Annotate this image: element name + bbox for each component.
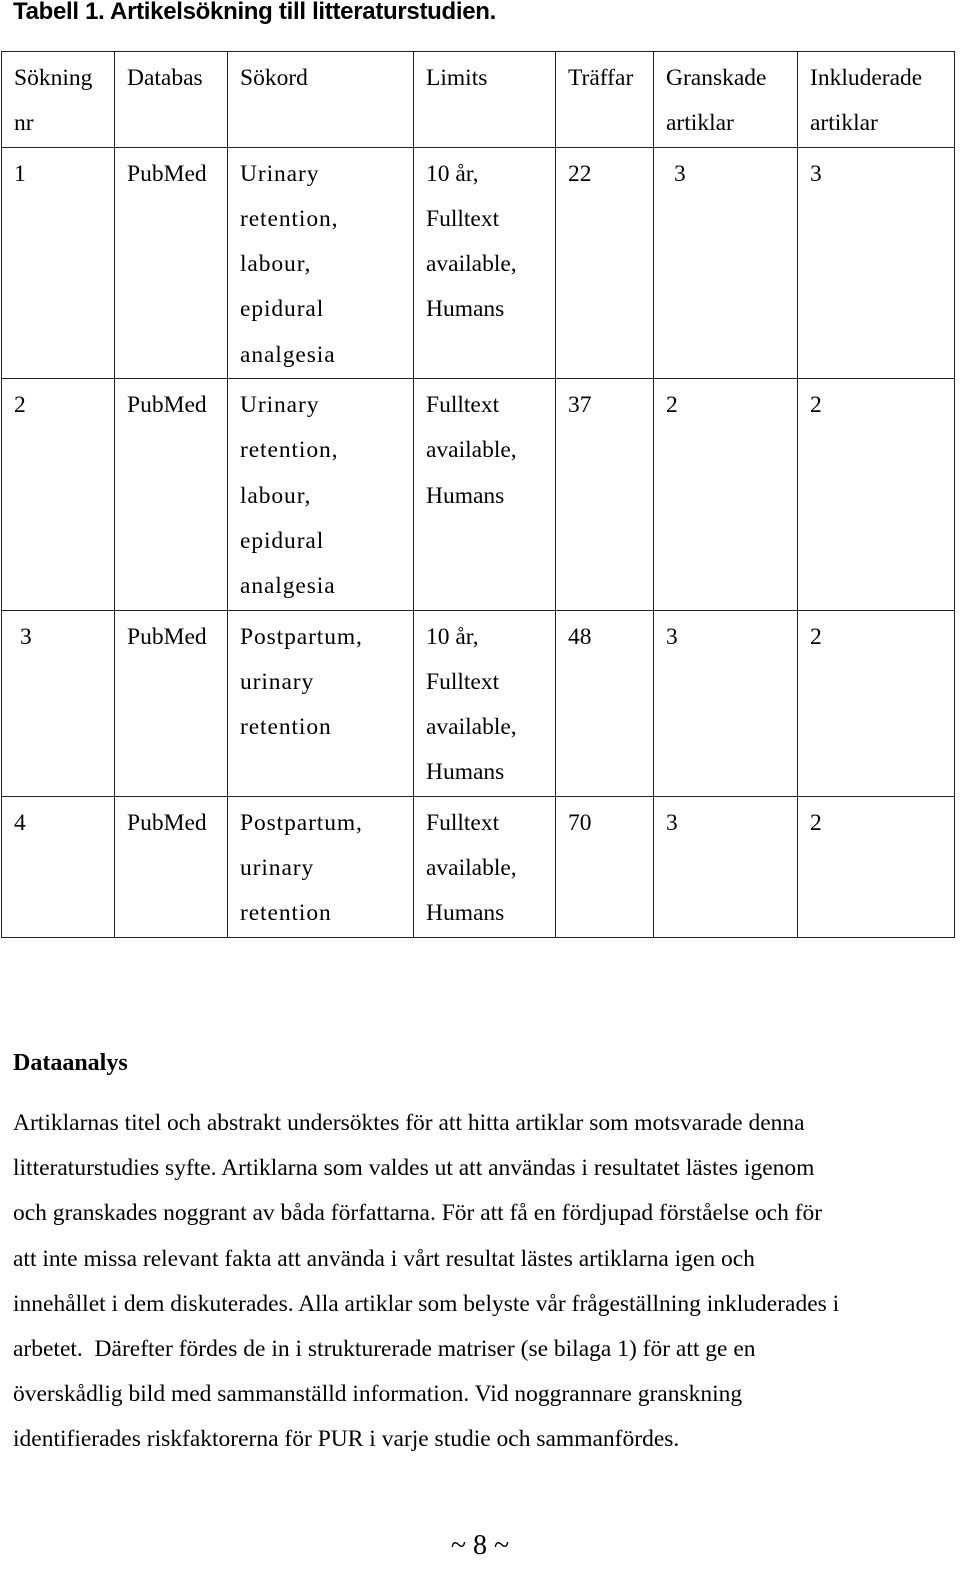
cell-inkluderade: 2 bbox=[798, 610, 955, 796]
cell-sokord: Urinary retention, labour, epidural analgesia bbox=[228, 379, 414, 610]
paragraph-line: och granskades noggrant av båda författarna. För att få en fördjupad förståelse och för bbox=[13, 1200, 823, 1227]
paragraph-line: identifierades riskfaktorerna för PUR i varje studie och sammanfördes. bbox=[13, 1426, 680, 1453]
table-header-row bbox=[2, 52, 955, 148]
paragraph-line: överskådlig bild med sammanställd information. Vid noggrannare granskning bbox=[13, 1381, 743, 1408]
cell-limits: Fulltext available, Humans bbox=[414, 379, 556, 610]
paragraph-line: arbetet. Därefter fördes de in i strukturerade matriser (se bilaga 1) för att ge en bbox=[13, 1336, 756, 1363]
cell-sokord: Postpartum, urinary retention bbox=[228, 796, 414, 937]
table-row bbox=[2, 796, 955, 937]
header-cell: Limits bbox=[414, 52, 556, 148]
cell-inkluderade: 2 bbox=[798, 379, 955, 610]
cell-granskade: 3 bbox=[654, 610, 798, 796]
page-number: ~ 8 ~ bbox=[450, 1530, 510, 1561]
cell-nr: 2 bbox=[2, 379, 115, 610]
header-cell: Granskade artiklar bbox=[654, 52, 798, 148]
table-row bbox=[2, 610, 955, 796]
cell-limits: 10 år, Fulltext available, Humans bbox=[414, 147, 556, 378]
header-cell: Sökning nr bbox=[2, 52, 115, 148]
cell-sokord: Urinary retention, labour, epidural analgesia bbox=[228, 147, 414, 378]
section-heading: Dataanalys bbox=[13, 1050, 128, 1076]
cell-limits: Fulltext available, Humans bbox=[414, 796, 556, 937]
header-cell: Träffar bbox=[556, 52, 654, 148]
header-cell: Sökord bbox=[228, 52, 414, 148]
cell-inkluderade: 2 bbox=[798, 796, 955, 937]
cell-databas: PubMed bbox=[115, 147, 228, 378]
cell-nr: 1 bbox=[2, 147, 115, 378]
cell-databas: PubMed bbox=[115, 796, 228, 937]
cell-granskade: 3 bbox=[654, 796, 798, 937]
cell-sokord: Postpartum, urinary retention bbox=[228, 610, 414, 796]
cell-traffar: 48 bbox=[556, 610, 654, 796]
cell-traffar: 22 bbox=[556, 147, 654, 378]
cell-databas: PubMed bbox=[115, 379, 228, 610]
header-cell: Inkluderade artiklar bbox=[798, 52, 955, 148]
cell-granskade: 3 bbox=[654, 147, 798, 378]
cell-databas: PubMed bbox=[115, 610, 228, 796]
search-table bbox=[1, 51, 955, 938]
table-caption: Tabell 1. Artikelsökning till litteraturstudien. bbox=[13, 0, 497, 25]
table-row bbox=[2, 147, 955, 378]
cell-traffar: 37 bbox=[556, 379, 654, 610]
cell-inkluderade: 3 bbox=[798, 147, 955, 378]
cell-nr: 4 bbox=[2, 796, 115, 937]
paragraph-line: innehållet i dem diskuterades. Alla artiklar som belyste vår frågeställning inkluderades i bbox=[13, 1290, 840, 1317]
table-row bbox=[2, 379, 955, 610]
cell-nr: 3 bbox=[2, 610, 115, 796]
body-paragraph bbox=[13, 1101, 948, 1463]
paragraph-line: att inte missa relevant fakta att använda i vårt resultat lästes artiklarna igen och bbox=[13, 1245, 755, 1272]
header-cell: Databas bbox=[115, 52, 228, 148]
cell-limits: 10 år, Fulltext available, Humans bbox=[414, 610, 556, 796]
cell-granskade: 2 bbox=[654, 379, 798, 610]
cell-traffar: 70 bbox=[556, 796, 654, 937]
paragraph-line: litteraturstudies syfte. Artiklarna som valdes ut att användas i resultatet lästes igenom bbox=[13, 1155, 815, 1182]
paragraph-line: Artiklarnas titel och abstrakt undersöktes för att hitta artiklar som motsvarade denna bbox=[13, 1110, 805, 1136]
